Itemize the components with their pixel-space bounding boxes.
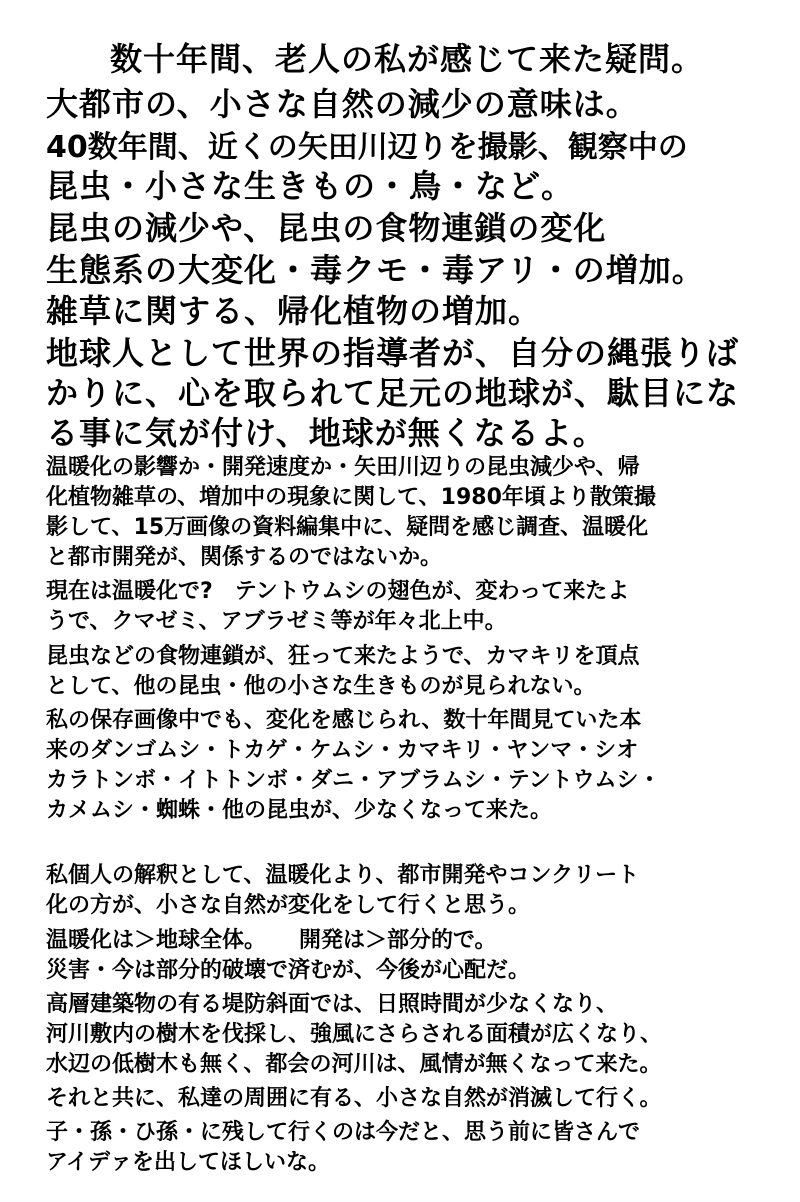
- body-line: それと共に、私達の周囲に有る、小さな自然が消滅して行く。: [46, 1086, 662, 1111]
- heading-line: る事に気が付け、地球が無くなるよ。: [46, 414, 606, 452]
- body-line: 温暖化は＞地球全体。 開発は＞部分的で。: [46, 928, 497, 953]
- body-line: カメムシ・蜘蛛・他の昆虫が、少なくなって来た。: [46, 798, 553, 823]
- body-line: アイデァを出してほしいな。: [46, 1150, 331, 1175]
- body-line: 昆虫などの食物連鎖が、狂って来たようで、カマキリを頂点: [46, 644, 640, 669]
- heading-line: かりに、心を取られて足元の地球が、駄目にな: [46, 374, 740, 412]
- body-line: 私の保存画像中でも、変化を感じられ、数十年間見ていた本: [46, 708, 642, 733]
- heading-line: 生態系の大変化・毒クモ・毒アリ・の増加。: [46, 251, 705, 289]
- body-line: 災害・今は部分的破壊で済むが、今後が心配だ。: [46, 958, 531, 983]
- heading-line: 大都市の、小さな自然の減少の意味は。: [46, 85, 639, 123]
- body-line: 高層建築物の有る堤防斜面では、日照時間が少なくなり、: [46, 992, 619, 1017]
- body-line: として、他の昆虫・他の小さな生きものが見られない。: [46, 674, 596, 699]
- body-line: 化植物雑草の、増加中の現象に関して、1980年頃より散策撮: [46, 485, 656, 510]
- body-line: 私個人の解釈として、温暖化より、都市開発やコンクリート: [46, 863, 640, 888]
- body-line: カラトンボ・イトトンボ・ダニ・アブラムシ・テントウムシ・: [46, 768, 661, 793]
- body-line: 来のダンゴムシ・トカゲ・ケムシ・カマキリ・ヤンマ・シオ: [46, 738, 639, 763]
- heading-line: 数十年間、老人の私が感じて来た疑問。: [110, 40, 705, 78]
- heading-line: 昆虫の減少や、昆虫の食物連鎖の変化: [46, 209, 607, 247]
- heading-line: 40数年間、近くの矢田川辺りを撮影、観察中の: [46, 130, 688, 165]
- heading-line: 昆虫・小さな生きもの・鳥・など。: [46, 167, 575, 205]
- body-line: と都市開発が、関係するのではないか。: [46, 545, 443, 570]
- body-line: 現在は温暖化で? テントウムシの翅色が、変わって来たよ: [46, 579, 630, 604]
- body-line: うで、クマゼミ、アブラゼミ等が年々北上中。: [46, 609, 507, 634]
- heading-line: 雑草に関する、帰化植物の増加。: [46, 292, 542, 330]
- body-line: 子・孫・ひ孫・に残して行くのは今だと、思う前に皆さんで: [46, 1120, 641, 1145]
- heading-line: 地球人として世界の指導者が、自分の縄張りば: [46, 334, 740, 372]
- body-line: 水辺の低樹木も無く、都会の河川は、風情が無くなって来た。: [46, 1052, 662, 1077]
- body-line: 影して、15万画像の資料編集中に、疑問を感じ調査、温暖化: [46, 515, 649, 540]
- body-line: 温暖化の影響か・開発速度か・矢田川辺りの昆虫減少や、帰: [46, 455, 640, 480]
- body-line: 河川敷内の樹木を伐採し、強風にさらされる面積が広くなり、: [46, 1022, 663, 1047]
- body-line: 化の方が、小さな自然が変化をして行くと思う。: [46, 893, 531, 918]
